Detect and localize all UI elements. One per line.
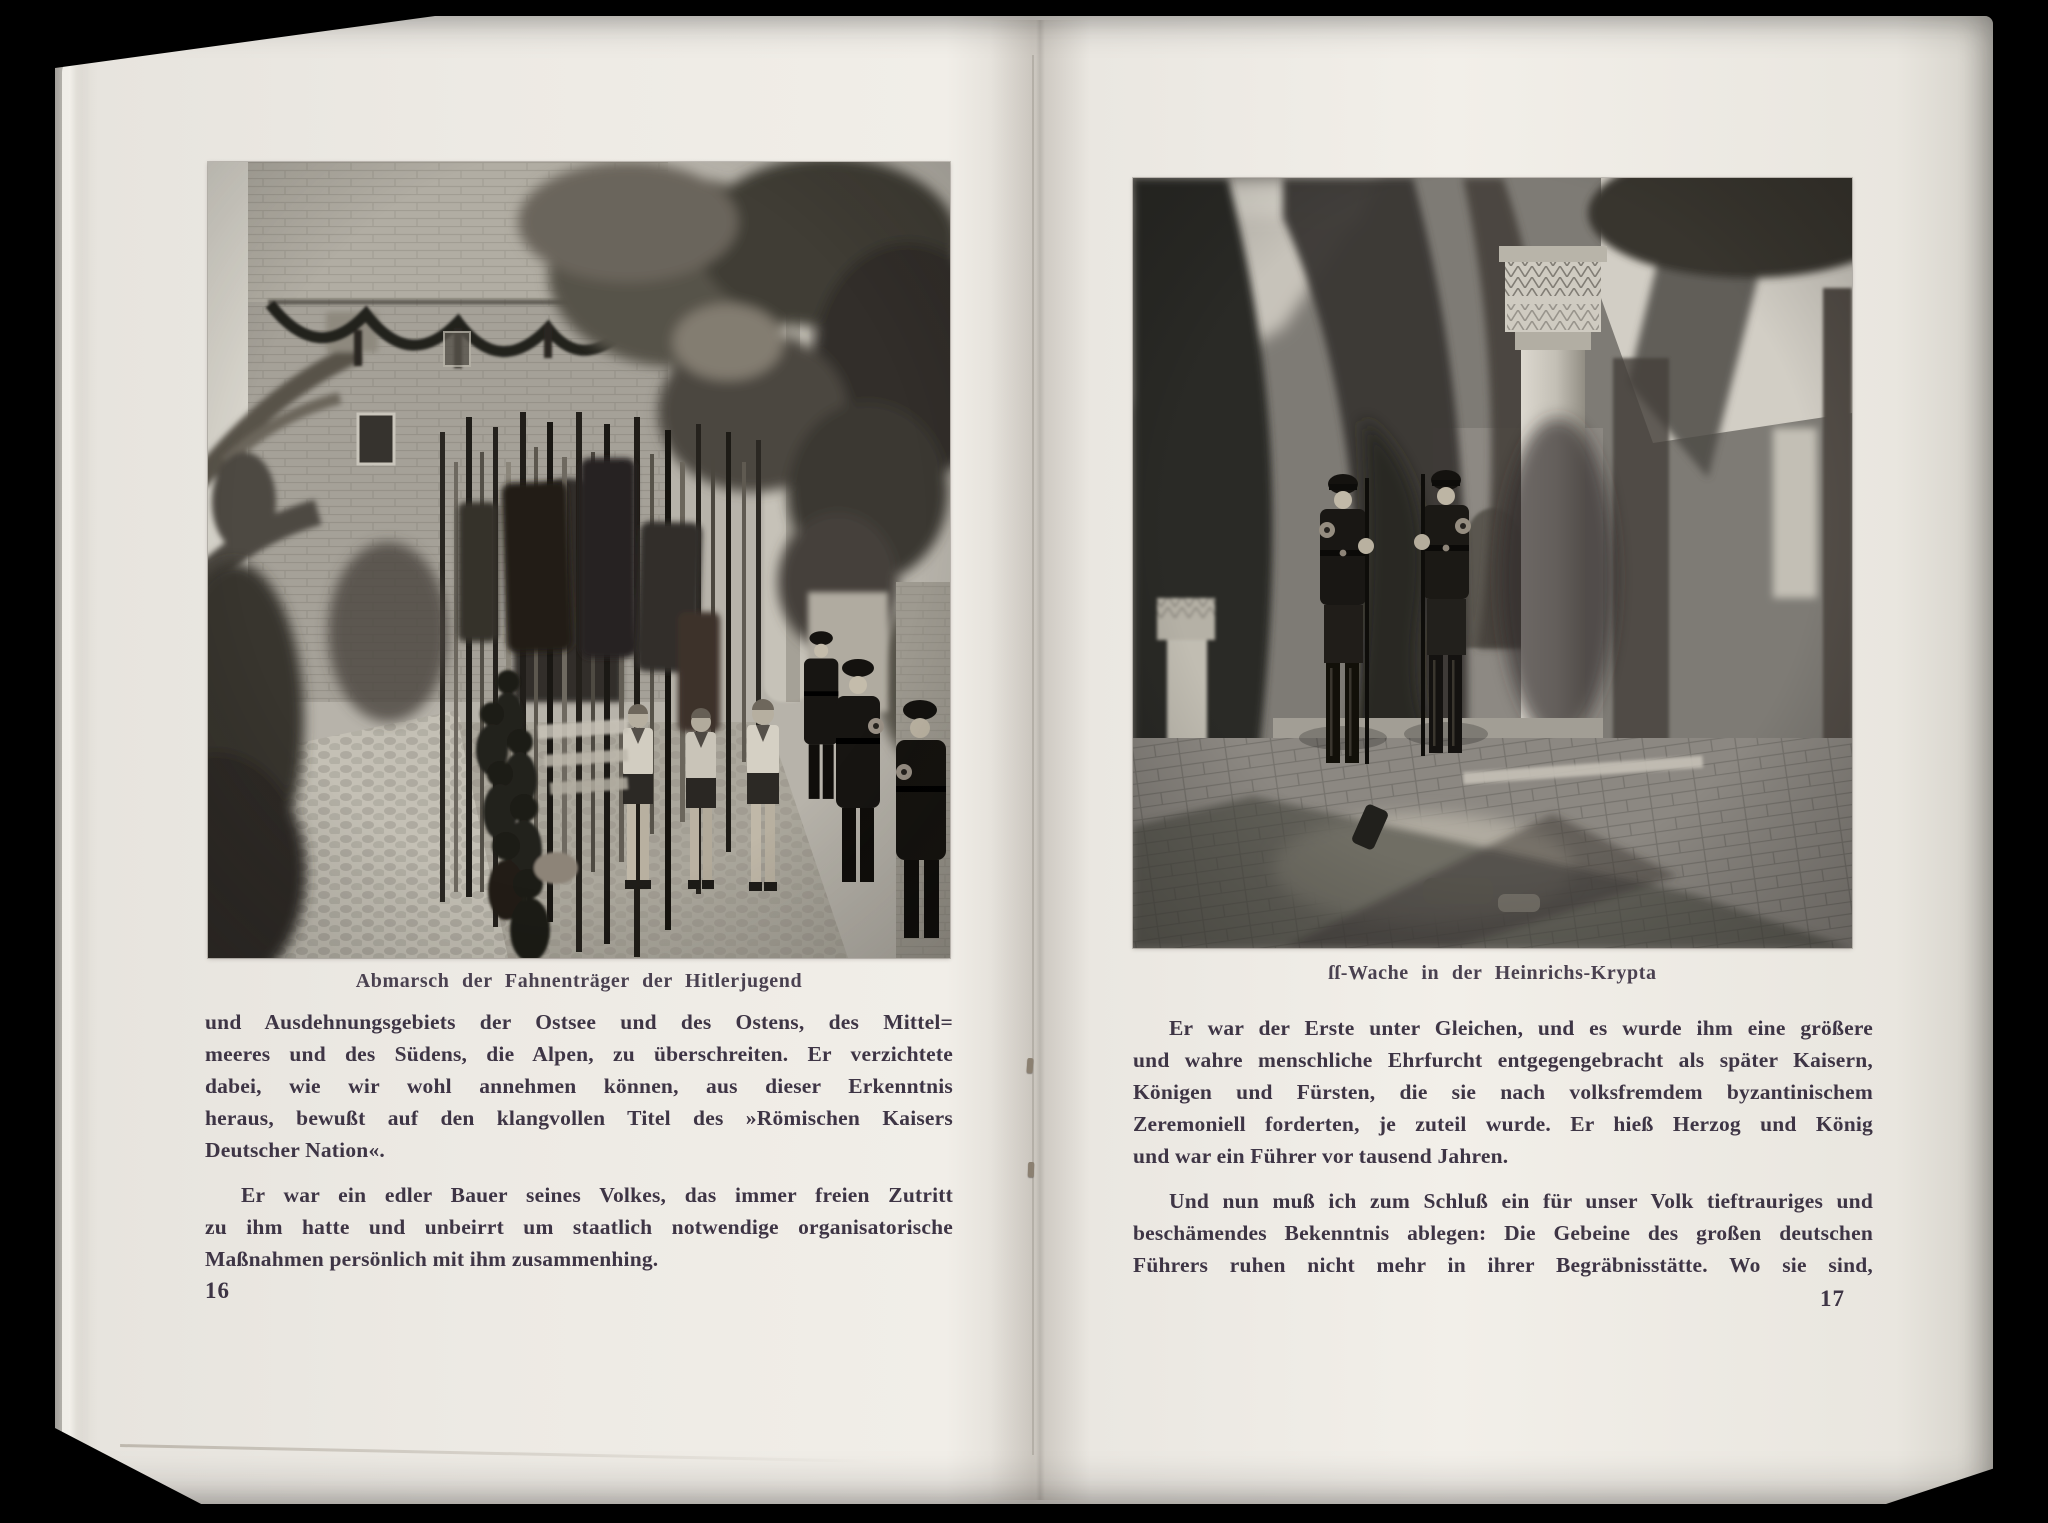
book-gutter — [990, 20, 1090, 1500]
photo-crypt-guards — [1133, 178, 1852, 948]
page-number-right: 17 — [1820, 1286, 1845, 1311]
staple — [1028, 1162, 1035, 1177]
photo-caption-right: ſſ-Wache in der Heinrichs-Krypta — [1328, 962, 1657, 984]
text-line: zu ihm hatte und unbeirrt um staatlich notwendige organisatorische — [205, 1215, 953, 1239]
body-text-left — [205, 1006, 953, 1275]
page-stack-fore-edge — [62, 60, 88, 1450]
body-text-right — [1133, 1012, 1873, 1281]
text-line: meeres und des Südens, die Alpen, zu überschreiten. Er verzichtete — [205, 1042, 953, 1066]
text-line: und wahre menschliche Ehrfurcht entgegengebracht als später Kaisern, — [1133, 1048, 1873, 1072]
page-number-left: 16 — [205, 1278, 230, 1303]
text-line: und war ein Führer vor tausend Jahren. — [1133, 1144, 1509, 1168]
paragraph — [205, 1179, 953, 1275]
text-line: und Ausdehnungsgebiets der Ostsee und des Ostens, des Mittel= — [205, 1010, 953, 1034]
text-line: Deutscher Nation«. — [205, 1138, 385, 1162]
staple — [1026, 1058, 1033, 1073]
photo-caption-left: Abmarsch der Fahnenträger der Hitlerjugend — [355, 970, 803, 992]
gutter-crease — [1032, 55, 1034, 1455]
text-line: Maßnahmen persönlich mit ihm zusammenhing. — [205, 1247, 659, 1271]
paragraph — [1133, 1012, 1873, 1172]
text-line: dabei, wie wir wohl annehmen können, aus dieser Erkenntnis — [205, 1074, 953, 1098]
text-line: Und nun muß ich zum Schluß ein für unser Volk tieftrauriges und — [1169, 1189, 1873, 1213]
text-line: beschämendes Bekenntnis ablegen: Die Gebeine des großen deutschen — [1133, 1221, 1873, 1245]
text-line: Zeremoniell forderten, je zuteil wurde. Er hieß Herzog und König — [1133, 1112, 1873, 1136]
text-line: Er war der Erste unter Gleichen, und es wurde ihm eine größere — [1169, 1016, 1873, 1040]
paragraph — [1133, 1185, 1873, 1281]
photo-hitlerjugend-march — [208, 162, 950, 958]
text-line: heraus, bewußt auf den klangvollen Titel des »Römischen Kaisers — [205, 1106, 953, 1130]
paragraph — [205, 1006, 953, 1166]
text-line: Führers ruhen nicht mehr in ihrer Begräbnisstätte. Wo sie sind, — [1133, 1253, 1873, 1277]
text-line: Er war ein edler Bauer seines Volkes, das immer freien Zutritt — [241, 1183, 953, 1207]
text-line: Königen und Fürsten, die sie nach volksfremdem byzantinischem — [1133, 1080, 1873, 1104]
